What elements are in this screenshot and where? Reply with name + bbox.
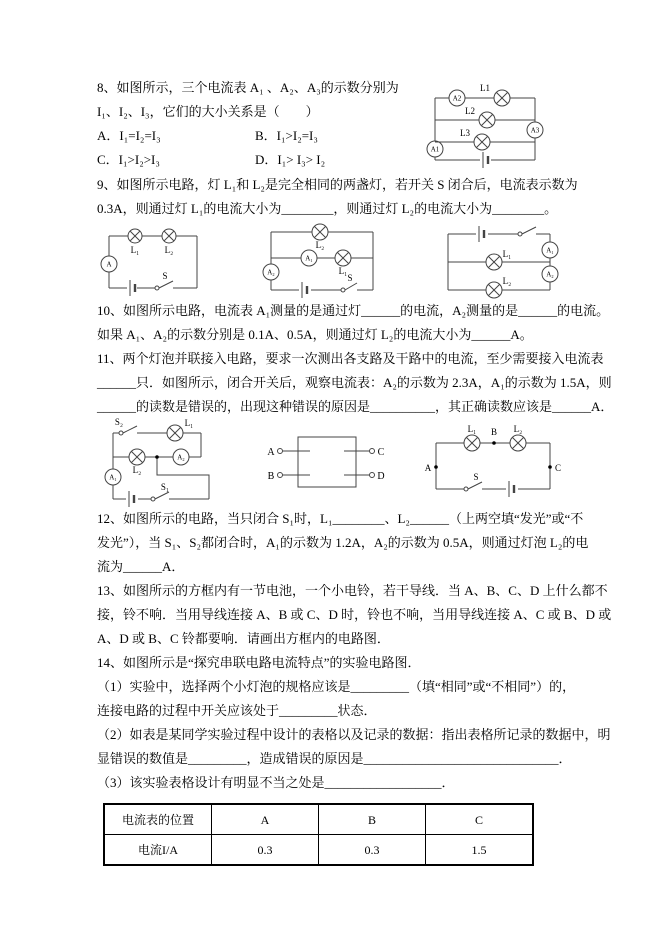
q10-line-2: 如果 A₁、A₂的示数分别是 0.1A、0.5A，则通过灯 L₂的电流大小为______A。: [97, 327, 533, 342]
lamp-icon: [486, 254, 502, 270]
table-header-b: B: [319, 804, 426, 835]
lamp-l1-label: L₁: [467, 424, 477, 434]
ammeter-icon: [105, 469, 121, 485]
point-c-dot: [548, 465, 552, 469]
q13-line-1: 13、如图所示的方框内有一节电池，一个小电铃，若干导线．当 A、B、C、D 上什么都不: [97, 583, 608, 598]
ammeter-a1-label: A₁: [546, 246, 554, 255]
lamp-icon: [128, 229, 142, 243]
lamp-l2-label: L₂: [502, 276, 512, 286]
q14-sub2-line-2: 显错误的数值是_________，造成错误的原因是______________________________．: [97, 751, 572, 766]
lamp-icon: [486, 282, 502, 298]
question-13: [97, 579, 612, 651]
switch-icon: [155, 281, 173, 290]
q8-line-1: 8、如图所示，三个电流表 A₁ 、A₂、A₃的示数分别为: [97, 80, 399, 95]
circuit-figure-q11-parallel: [436, 220, 564, 300]
battery-icon: [302, 282, 307, 298]
lamp-icon: [474, 134, 490, 150]
q11-line-3: ______的读数是错误的，出现这种错误的原因是__________，其正确读数应该是______A．: [97, 399, 614, 414]
lamp-icon: [479, 112, 495, 128]
current-data-table: [103, 803, 534, 866]
terminal-a-label: A: [266, 447, 275, 458]
circuit-figure-q12: [97, 417, 215, 509]
lamp-l2-label: L2: [465, 106, 475, 116]
ammeter-a2-label: A₂: [546, 270, 554, 279]
ammeter-a3-label: A3: [530, 126, 540, 135]
ammeter-icon: [427, 141, 443, 157]
ammeter-a1-label: A₁: [109, 473, 117, 482]
battery-icon: [130, 280, 135, 296]
point-a-label: A: [424, 463, 432, 473]
table-header-position: 电流表的位置: [104, 804, 212, 835]
q12-line-1: 12、如图所示的电路，当只闭合 S₁时，L₁________、L₂______（上两空填“发光”或“不: [97, 511, 584, 526]
q8-option-b: B．I₁>I₂=I₃: [255, 128, 318, 143]
ammeter-a2-label: A₂: [266, 268, 275, 277]
circuit-figure-q9-series: [97, 220, 209, 300]
wires: [109, 236, 197, 288]
switch-s-label: S: [162, 271, 168, 281]
switch-s-label: S: [346, 273, 353, 283]
table-row: [104, 804, 533, 835]
ammeter-icon: [173, 449, 189, 465]
q8-option-c: C．I₁>I₂>I₃: [97, 152, 160, 167]
question-12: [97, 507, 589, 579]
q14-sub1-line-2: 连接电路的过程中开关应该处于_________状态．: [97, 703, 377, 718]
q8-option-d: D．I₁> I₃> I₂: [255, 152, 326, 167]
circuit-figure-q10: [257, 220, 389, 300]
lamp-icon: [312, 224, 328, 240]
ammeter-a1-label: A1: [430, 145, 440, 154]
lamp-l1-label: L₁: [184, 418, 194, 428]
ammeter-icon: [449, 90, 465, 106]
ammeter-icon: [542, 242, 558, 258]
switch-icon: [464, 482, 482, 491]
lamp-icon: [494, 90, 510, 106]
lamp-l3-label: L3: [460, 128, 470, 138]
switch-icon: [119, 426, 137, 435]
table-cell-current-a: 0.3: [212, 835, 319, 866]
ammeter-icon: [101, 256, 117, 272]
q10-line-1: 10、如图所示电路，电流表 A₁测量的是通过灯______的电流，A₂测量的是______的电流。: [97, 303, 610, 318]
lamp-l2-label: L₂: [513, 424, 523, 434]
q13-line-2: 接，铃不响．当用导线连接 A、B 或 C、D 时，铃也不响，当用导线连接 A、C 或 B、D 或: [97, 607, 612, 622]
terminal-b: [277, 473, 310, 478]
battery-icon: [129, 491, 134, 507]
lamp-l1-label: L₁: [338, 266, 347, 276]
ammeter-icon: [542, 266, 558, 282]
q14-sub1-line-1: （1）实验中，选择两个小灯泡的规格应该是_________（填“相同”或“不相同”）的，: [97, 679, 576, 694]
ammeter-label: A: [106, 260, 112, 269]
lamp-l1-label: L1: [480, 83, 490, 93]
lamp-icon: [167, 425, 183, 441]
point-a-dot: [434, 465, 438, 469]
table-cell-current-c: 1.5: [426, 835, 534, 866]
circuit-figure-q8: [417, 78, 552, 173]
table-row: [104, 835, 533, 866]
q11-figure-row: [97, 419, 564, 507]
q12-line-3: 流为______A．: [97, 559, 185, 574]
question-10: [97, 299, 610, 347]
question-9: [97, 173, 578, 299]
battery-icon: [509, 481, 514, 497]
switch-s1-label: S₁: [160, 482, 170, 492]
ammeter-icon: [301, 250, 317, 266]
terminal-c: [344, 449, 375, 454]
q14-line-1: 14、如图所示是“探究串联电路电流特点”的实验电路图．: [97, 655, 421, 670]
switch-icon: [518, 227, 536, 236]
lamp-icon: [510, 435, 526, 451]
lamp-l2-label: L₂: [132, 465, 142, 475]
q11-line-1: 11、两个灯泡并联接入电路，要求一次测出各支路及干路中的电流，至少需要接入电流表: [97, 351, 604, 366]
table-header-c: C: [426, 804, 534, 835]
battery-icon: [483, 152, 488, 168]
ammeter-a2-label: A2: [452, 94, 462, 103]
switch-s2-label: S₂: [114, 417, 124, 427]
ammeter-icon: [263, 264, 279, 280]
table-cell-current-label: 电流I/A: [104, 835, 212, 866]
switch-icon: [341, 283, 357, 292]
lamp-icon: [335, 250, 351, 266]
question-14: [97, 651, 611, 866]
terminal-c-label: C: [377, 447, 384, 458]
mystery-box: [298, 437, 356, 487]
lamp-icon: [162, 229, 176, 243]
question-8: [97, 76, 564, 172]
switch-s-label: S: [473, 472, 479, 482]
terminal-b-label: B: [267, 471, 274, 482]
ammeter-icon: [527, 122, 543, 138]
q8-line-2: I₁、I₂、I₃，它们的大小关系是（ ）: [97, 104, 319, 119]
terminal-d-label: D: [376, 471, 385, 482]
lamp-l1-label: L₁: [502, 249, 512, 259]
ammeter-a1-label: A₁: [304, 254, 313, 263]
q13-line-3: A、D 或 B、C 铃都要响．请画出方框内的电路图．: [97, 631, 390, 646]
wires: [448, 234, 550, 290]
q14-sub3-line: （3）该实验表格设计有明显不当之处是__________________．: [97, 775, 455, 790]
wires: [436, 443, 550, 489]
table-cell-current-b: 0.3: [319, 835, 426, 866]
q14-sub2-line-1: （2）如表是某同学实验过程中设计的表格以及记录的数据：指出表格所记录的数据中，明: [97, 727, 611, 742]
q9-line-2: 0.3A，则通过灯 L₁的电流大小为________，则通过灯 L₂的电流大小为________。: [97, 201, 558, 216]
lamp-icon: [464, 435, 480, 451]
lamp-l2-label: L₂: [315, 240, 324, 250]
junction-dot: [155, 455, 159, 459]
lamp-icon: [129, 449, 145, 465]
table-header-a: A: [212, 804, 319, 835]
q8-option-a: A．I₁=I₂=I₃: [97, 128, 161, 143]
battery-icon: [479, 226, 484, 242]
point-b-dot: [492, 441, 496, 445]
ammeter-a2-label: A₂: [177, 453, 185, 462]
terminal-a: [277, 449, 310, 454]
lamp-l1-label: L₁: [130, 245, 140, 255]
q12-line-2: 发光”），当 S₁、S₂都闭合时，A₁的示数为 1.2A，A₂的示数为 0.5A，则通过灯泡 L₂的电: [97, 535, 589, 550]
wires: [435, 98, 535, 160]
terminal-d: [344, 473, 375, 478]
point-c-label: C: [554, 463, 562, 473]
lamp-l2-label: L₂: [164, 245, 174, 255]
circuit-figure-q13-box: [250, 423, 388, 503]
point-b-label: B: [490, 427, 498, 437]
switch-icon: [151, 492, 169, 501]
q9-line-1: 9、如图所示电路，灯 L₁和 L₂是完全相同的两盏灯，若开关 S 闭合后，电流表示数为: [97, 177, 578, 192]
question-11: [97, 347, 614, 507]
circuit-figure-q14-series: [422, 423, 564, 503]
q9-figure-row: [97, 221, 564, 299]
q11-line-2: ______只．如图所示，闭合开关后，观察电流表：A₂的示数为 2.3A，A₁的示数为 1.5A，则: [97, 375, 612, 390]
